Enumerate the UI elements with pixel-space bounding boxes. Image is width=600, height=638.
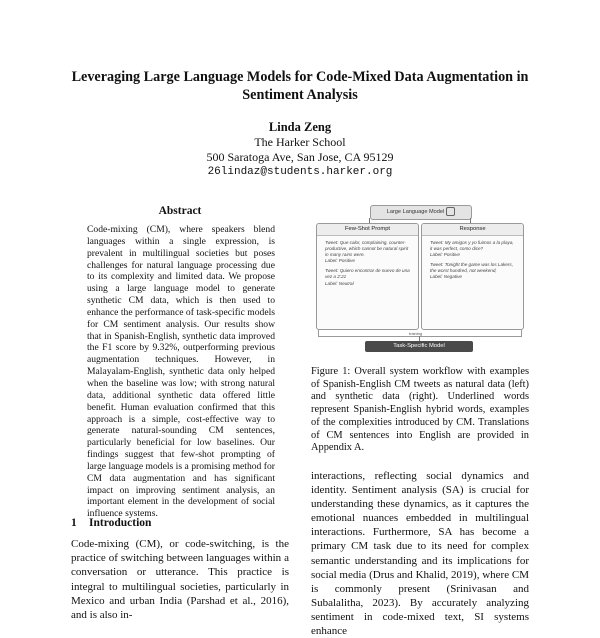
example-tweet: Tweet: Quiero encontrar de nuevo de una vez a 2:21 (325, 268, 410, 280)
right-column-body: interactions, reflecting social dynamics and identity. Sentiment analysis (SA) is crucial for understanding these dynamics, as it captures the emotional nuances embedded in multilingual interactions. Furthermore, SA has become a primary CM task due to its need for complex semantic understanding and its implications for social media (Drus and Khalid, 2019), where CM is commonly present (Srinivasan and Subalalitha, 2023). By accurately analyzing sentiment in code-mixed text, SI systems enhance (311, 470, 529, 638)
panel-header-prompt: Few-Shot Prompt (317, 224, 418, 236)
response-panel (421, 223, 524, 330)
section-heading-introduction (71, 517, 151, 529)
training-label: training (409, 331, 423, 336)
example-tweet: Tweet: Tonight the game was los Lakers, the worst hundred, not weekend, (430, 262, 513, 274)
author-address: 500 Saratoga Ave, San Jose, CA 95129 (206, 150, 394, 164)
author-block (150, 120, 450, 180)
panel-header-response: Response (422, 224, 523, 236)
brain-icon (446, 207, 455, 216)
abstract-body: Code-mixing (CM), where speakers blend languages within a single expression, is prevalent in multilingual societies but poses challenges for natural language processing due to its complexity and limited data. We propose using a large language model to generate synthetic CM data, which is then used to enhance the performance of task-specific models for CM sentiment analysis. Our results show that in Spanish-English, synthetic data improved the F1 score by 9.32%, outperforming previous augmentation techniques. However, in Malayalam-English, synthetic data only helped when the baseline was low; with strong natural data, additional synthetic data offered little benefit. Human evaluation confirmed that this approach is a simple, cost-effective way to generate natural-sounding CM sentences, particularly beneficial for low baselines. Our findings suggest that few-shot prompting of large language models is a promising method for CM data augmentation and has significant impact on improving sentiment analysis, an important element in the development of social influence systems. (87, 224, 275, 520)
figure-caption: Figure 1: Overall system workflow with examples of Spanish-English CM tweets as natural data (left) and synthetic data (right). Underlined words represent Spanish-English hybrid words, examples of the complexities introduced by CM. Translations of CM sentences into English are provided in Appendix A. (311, 366, 529, 454)
prompt-example (325, 240, 412, 264)
author-affiliation: The Harker School (254, 135, 346, 149)
author-email[interactable]: 26lindaz@students.harker.org (207, 166, 393, 178)
llm-box (370, 205, 472, 220)
example-label: Label: Positive (430, 252, 460, 258)
example-label: Label: Neutral (325, 280, 354, 286)
response-example (430, 262, 517, 280)
prompt-example (325, 268, 412, 286)
paper-title: Leveraging Large Language Models for Code-Mixed Data Augmentation in Sentiment Analysis (71, 69, 529, 103)
figure-1 (312, 203, 526, 358)
few-shot-prompt-panel (316, 223, 419, 330)
llm-label: Large Language Model (386, 209, 445, 215)
author-name: Linda Zeng (268, 120, 332, 134)
task-specific-model-box: Task-Specific Model (365, 341, 473, 352)
abstract-heading: Abstract (158, 205, 202, 217)
section-number: 1 (71, 517, 77, 529)
example-label: Label: Positive (325, 258, 355, 264)
section-title: Introduction (89, 517, 152, 529)
example-tweet: Tweet: Que calor, complaining, counter-productive, which cannot be natural spirit in many rains were. (325, 240, 409, 258)
example-tweet: Tweet: My amigos y yo fuimos a la playa, it was perfect, como dice? (430, 240, 514, 252)
example-label: Label: Negative (430, 274, 462, 280)
response-example (430, 240, 517, 258)
introduction-body: Code-mixing (CM), or code-switching, is the practice of switching between languages within a conversation or utterance. This practice is integral to multilingual societies, particularly in Mexico and urban India (Parshad et al., 2016), and is also in- (71, 538, 289, 622)
